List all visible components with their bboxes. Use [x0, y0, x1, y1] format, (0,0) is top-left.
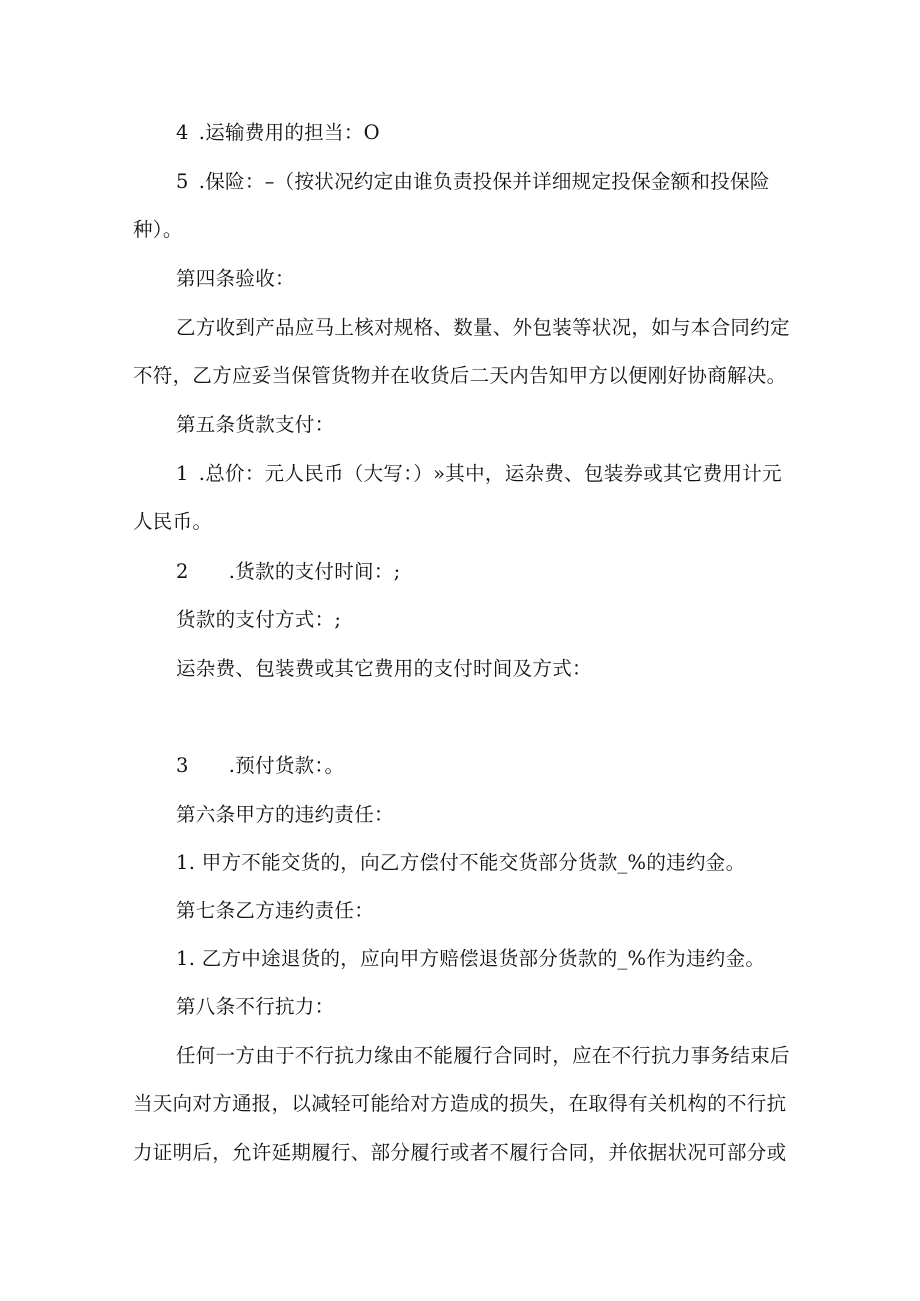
item-4	[176, 121, 380, 145]
article-8-paragraph-line-1: 任何一方由于不行抗力缘由不能履行合同时，应在不行抗力事务结束后	[176, 1044, 790, 1067]
article-5-title: 第五条货款支付：	[176, 413, 335, 436]
article-5-item-2	[176, 560, 401, 584]
article-8-paragraph-line-3: 力证明后，允许延期履行、部分履行或者不履行合同，并依据状况可部分或	[133, 1141, 787, 1164]
item-4-number: 4	[176, 121, 189, 144]
article-6-item-1: 1. 甲方不能交货的，向乙方偿付不能交货部分货款_%的违约金。	[176, 851, 746, 874]
article-5-item-3-number: 3	[176, 754, 189, 777]
article-5-item-3-text: .预付货款：。	[228, 754, 345, 777]
article-5-item-2-text: .货款的支付时间：;	[228, 560, 401, 583]
article-4-paragraph-line-2: 不符，乙方应妥当保管货物并在收货后二天内告知甲方以便刚好协商解决。	[133, 364, 787, 387]
article-7-title: 第七条乙方违约责任：	[176, 899, 375, 922]
item-4-text: .运输费用的担当：O	[198, 121, 380, 144]
article-8-paragraph-line-2: 当天向对方通报，以减轻可能给对方造成的损失，在取得有关机构的不行抗	[133, 1092, 787, 1115]
article-5-item-1-number: 1	[176, 462, 189, 485]
item-5-line-2: 种）。	[133, 218, 183, 241]
article-5-item-1-line-1	[176, 462, 782, 486]
article-8-title: 第八条不行抗力：	[176, 995, 335, 1018]
article-4-paragraph-line-1: 乙方收到产品应马上核对规格、数量、外包装等状况，如与本合同约定	[176, 316, 790, 339]
article-5-item-1-line-2: 人民币。	[133, 510, 213, 533]
item-5-text: .保险：–（按状况约定由谁负责投保并详细规定投保金额和投保险	[198, 170, 770, 193]
article-5-payment-method: 货款的支付方式：;	[176, 608, 342, 631]
article-5-item-2-number: 2	[176, 560, 189, 583]
article-7-item-1: 1. 乙方中途退货的，应向甲方赔偿退货部分货款的_%作为违约金。	[176, 947, 766, 970]
item-5-number: 5	[176, 170, 189, 193]
article-4-title: 第四条验收：	[176, 267, 295, 290]
item-5-line-1	[176, 170, 770, 194]
article-6-title: 第六条甲方的违约责任：	[176, 803, 394, 826]
article-5-fee-payment: 运杂费、包装费或其它费用的支付时间及方式：	[176, 657, 592, 680]
article-5-item-1-text: .总价：元人民币（大写：）»其中，运杂费、包装券或其它费用计元	[198, 462, 782, 485]
article-5-item-3	[176, 754, 344, 778]
